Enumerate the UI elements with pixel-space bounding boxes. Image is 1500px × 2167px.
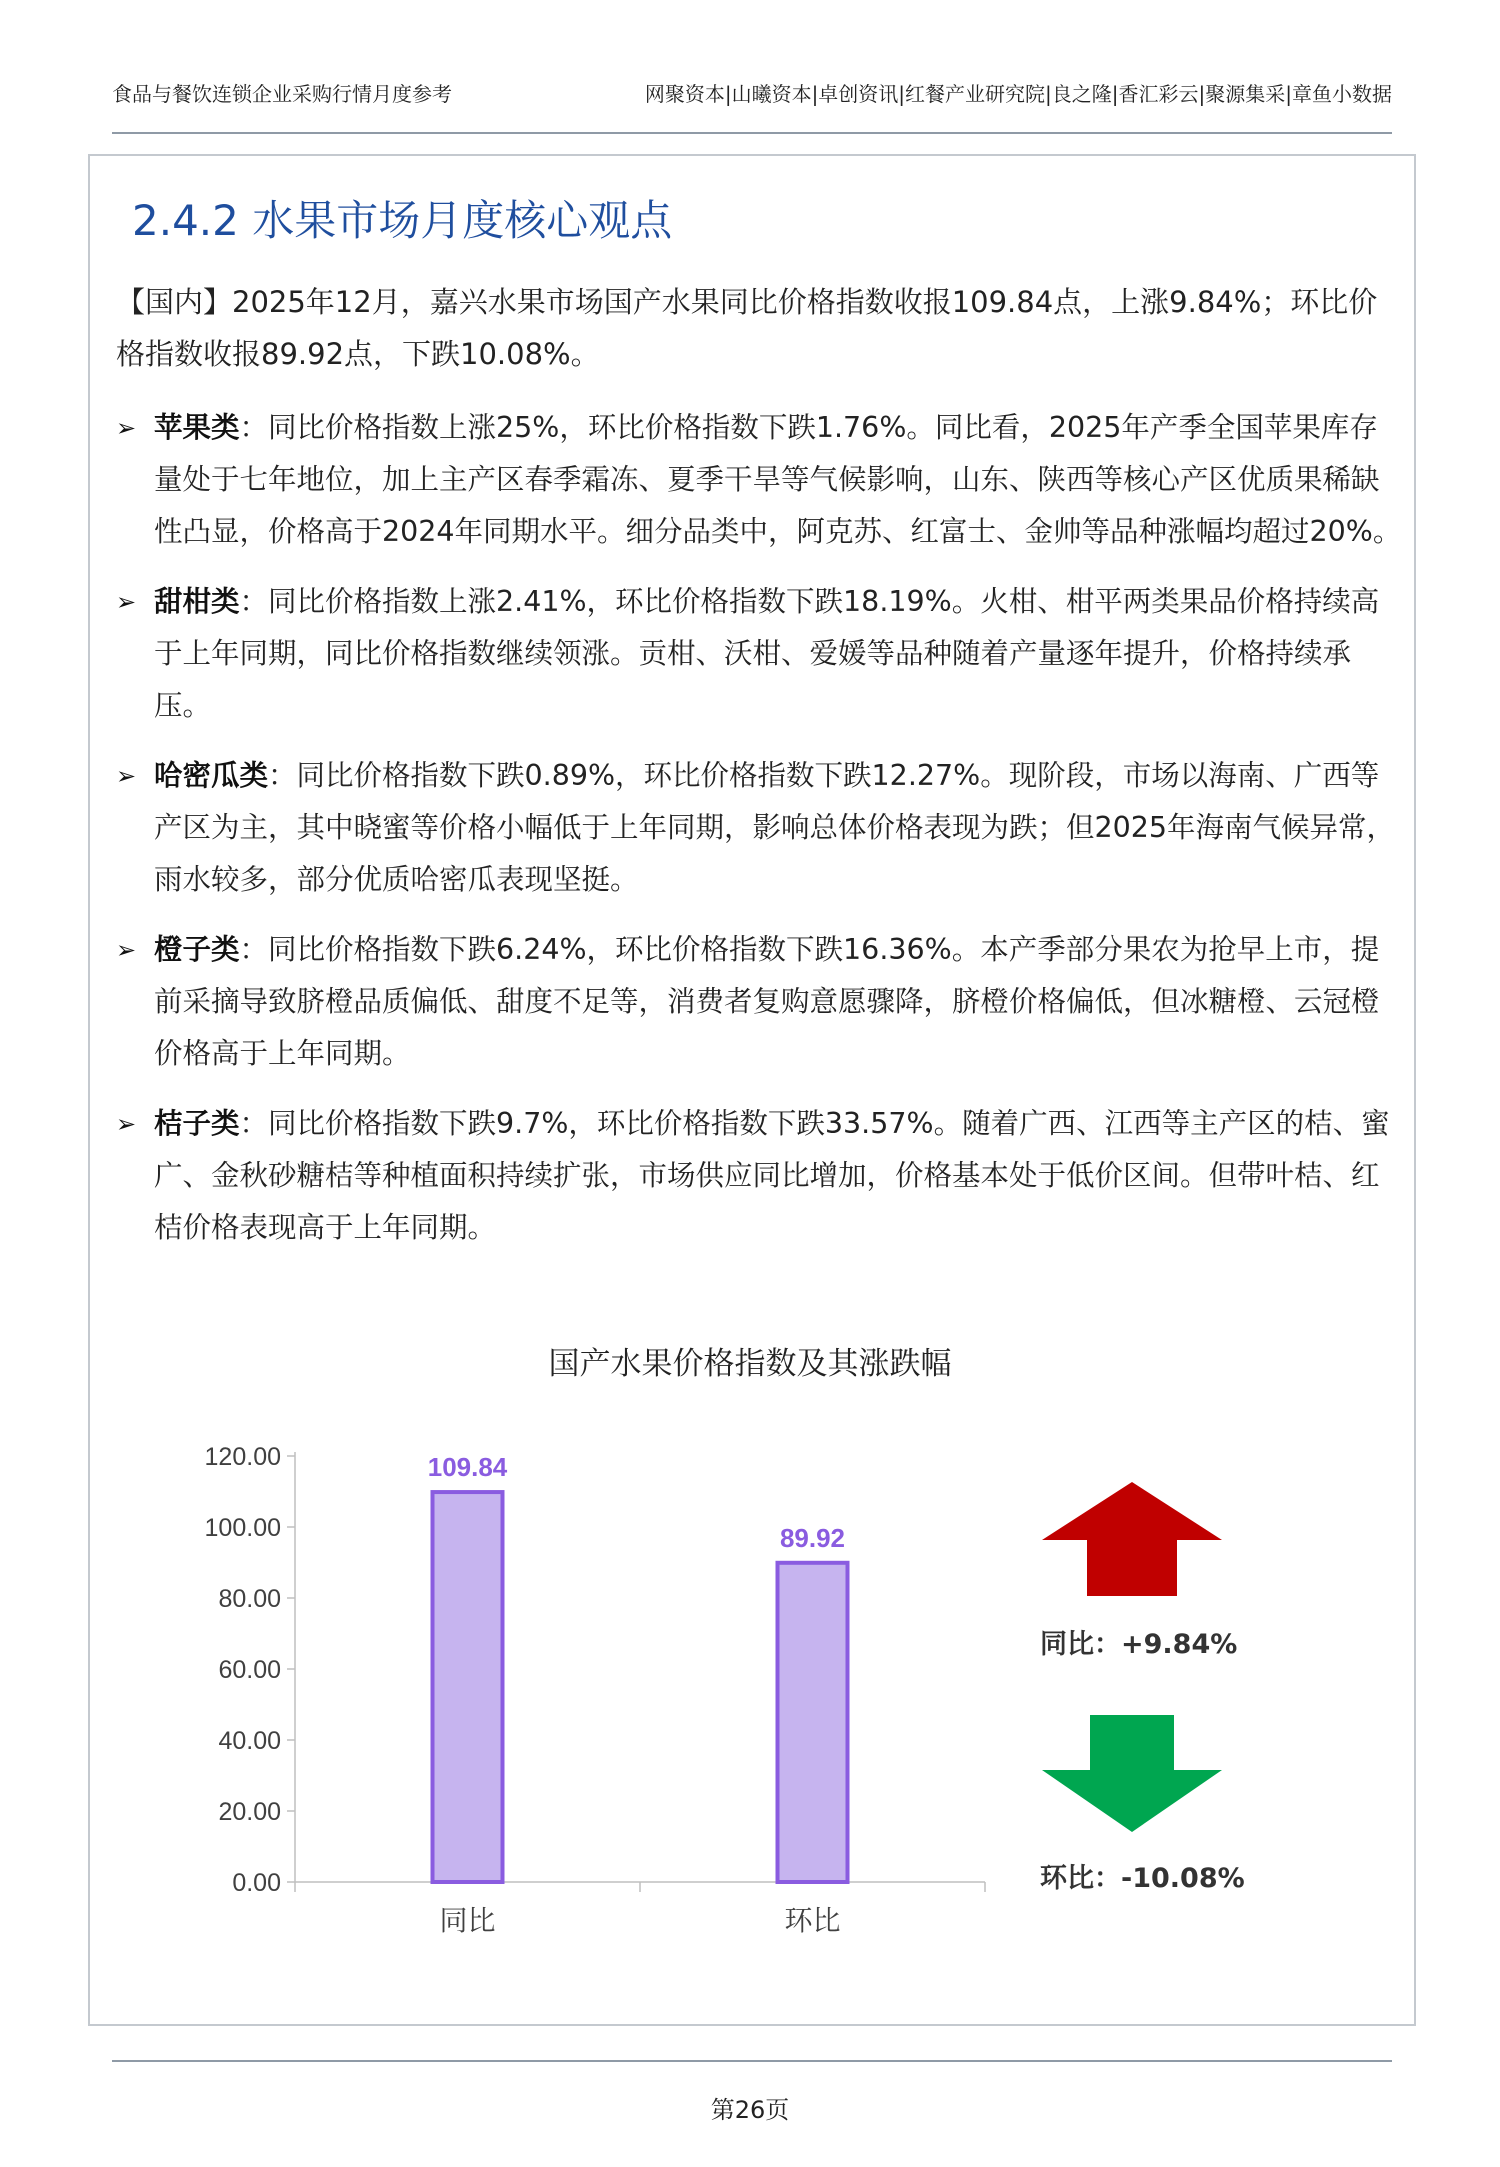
y-tick-label: 40.00 [218, 1727, 281, 1755]
arrow-bullet-icon: ➢ [116, 414, 137, 442]
chart-title: 国产水果价格指数及其涨跌幅 [548, 1346, 952, 1382]
mom-change-label: 环比：-10.08% [1040, 1863, 1245, 1894]
page-number: 第26页 [710, 2096, 790, 2124]
y-tick-label: 0.00 [232, 1869, 281, 1897]
bullet-list [116, 402, 1406, 1272]
up-arrow-icon [1042, 1482, 1222, 1596]
bullet-name: 桔子类 [154, 1107, 240, 1140]
list-item [116, 1098, 1406, 1254]
list-item [116, 576, 1406, 732]
bullet-text: ：同比价格指数下跌0.89%，环比价格指数下跌12.27%。现阶段，市场以海南、广西等产区为主，其中晓蜜等价格小幅低于上年同期，影响总体价格表现为跌；但2025年海南气候异常，雨水较多，部分优质哈密瓜表现坚挺。 [154, 759, 1396, 896]
intro-paragraph: 【国内】2025年12月，嘉兴水果市场国产水果同比价格指数收报109.84点，上涨9.84%；环比价格指数收报89.92点，下跌10.08%。 [116, 285, 1378, 371]
footer-divider [112, 2060, 1392, 2062]
y-tick-label: 20.00 [218, 1798, 281, 1826]
bar [778, 1563, 848, 1882]
bullet-name: 橙子类 [154, 933, 240, 966]
list-item [116, 750, 1406, 906]
y-tick-label: 60.00 [218, 1656, 281, 1684]
arrow-bullet-icon: ➢ [116, 936, 137, 964]
arrow-bullet-icon: ➢ [116, 762, 137, 790]
bar-value-label: 109.84 [427, 1452, 508, 1483]
bullet-name: 苹果类 [154, 411, 240, 444]
bullet-text: ：同比价格指数下跌9.7%，环比价格指数下跌33.57%。随着广西、江西等主产区的桔、蜜广、金秋砂糖桔等种植面积持续扩张，市场供应同比增加，价格基本处于低价区间。但带叶桔、红桔价格表现高于上年同期。 [154, 1107, 1390, 1244]
down-arrow-icon [1042, 1715, 1222, 1832]
page-header [112, 78, 1392, 134]
yoy-change-label: 同比：+9.84% [1040, 1629, 1238, 1660]
list-item [116, 402, 1406, 558]
y-tick-label: 100.00 [204, 1514, 281, 1542]
y-tick-label: 120.00 [204, 1443, 281, 1471]
price-index-chart [160, 1420, 1280, 1960]
bullet-name: 哈密瓜类 [154, 759, 269, 792]
y-tick-label: 80.00 [218, 1585, 281, 1613]
bullet-text: ：同比价格指数上涨25%，环比价格指数下跌1.76%。同比看，2025年产季全国苹果库存量处于七年地位，加上主产区春季霜冻、夏季干旱等气候影响，山东、陕西等核心产区优质果稀缺性凸显，价格高于2024年同期水平。细分品类中，阿克苏、红富士、金帅等品种涨幅均超过20%。 [154, 411, 1402, 548]
list-item [116, 924, 1406, 1080]
bar-value-label: 89.92 [779, 1522, 846, 1553]
header-left-title: 食品与餐饮连锁企业采购行情月度参考 [112, 82, 452, 106]
section-title: 2.4.2 水果市场月度核心观点 [132, 196, 673, 245]
bar [433, 1492, 503, 1882]
arrow-bullet-icon: ➢ [116, 1110, 137, 1138]
bullet-name: 甜柑类 [154, 585, 240, 618]
arrow-bullet-icon: ➢ [116, 588, 137, 616]
x-category-label: 同比 [439, 1904, 496, 1937]
bullet-text: ：同比价格指数下跌6.24%，环比价格指数下跌16.36%。本产季部分果农为抢早上市，提前采摘导致脐橙品质偏低、甜度不足等，消费者复购意愿骤降，脐橙价格偏低，但冰糖橙、云冠橙价格高于上年同期。 [154, 933, 1380, 1070]
bullet-text: ：同比价格指数上涨2.41%，环比价格指数下跌18.19%。火柑、柑平两类果品价格持续高于上年同期，同比价格指数继续领涨。贡柑、沃柑、爱媛等品种随着产量逐年提升，价格持续承压。 [154, 585, 1380, 722]
header-right-sources: 网聚资本|山曦资本|卓创资讯|红餐产业研究院|良之隆|香汇彩云|聚源集采|章鱼小数据 [644, 82, 1392, 106]
x-category-label: 环比 [784, 1904, 841, 1937]
